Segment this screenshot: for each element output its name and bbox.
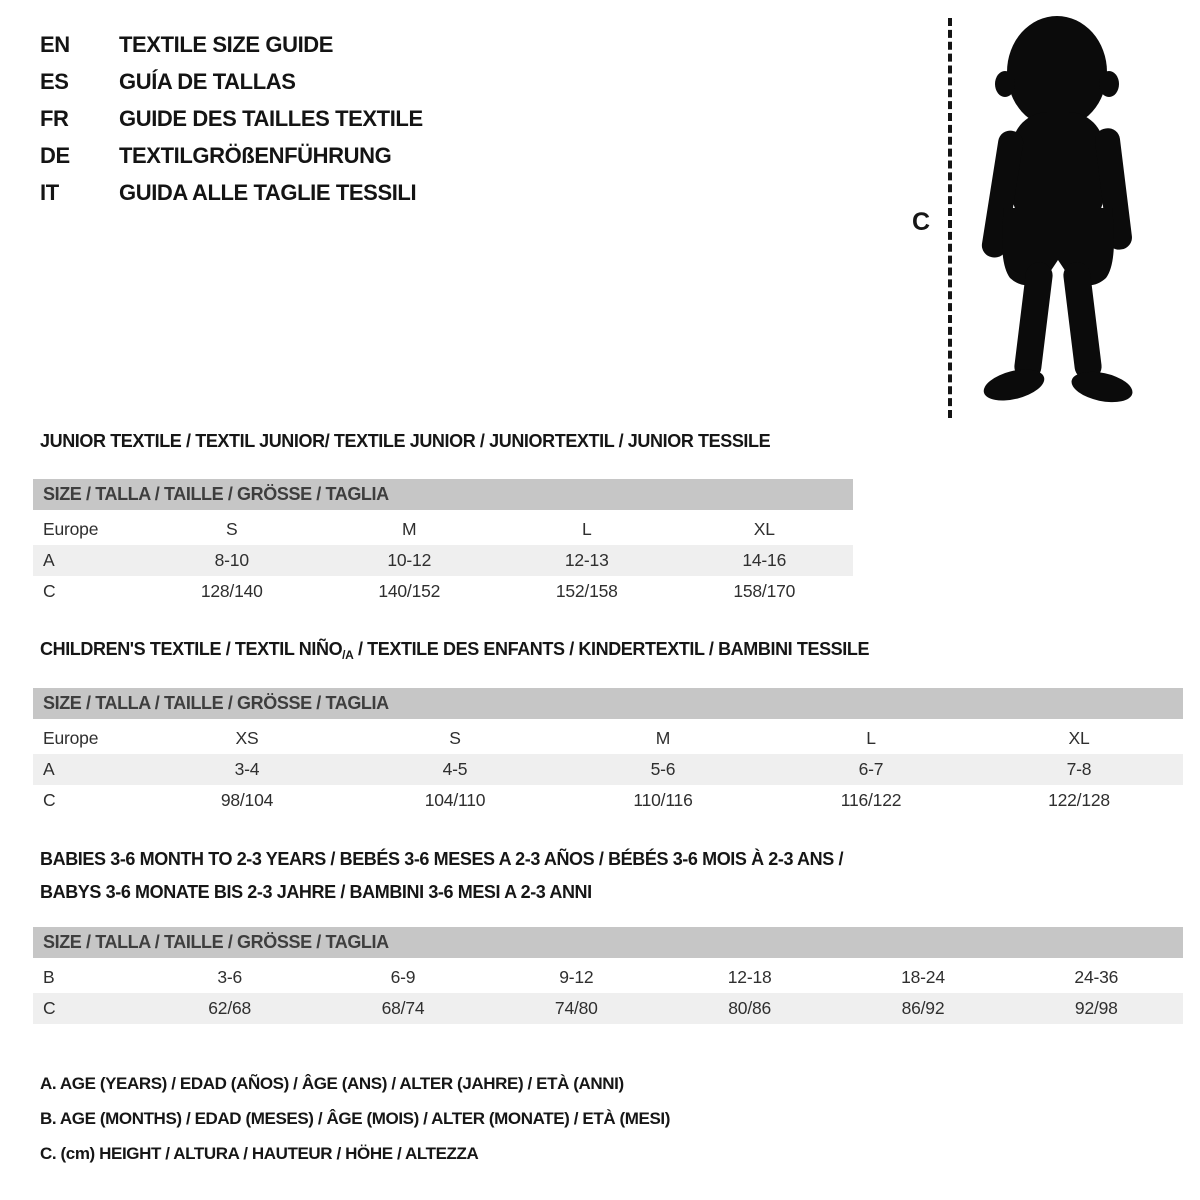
- size-cell: M: [402, 519, 417, 539]
- footnote-age-months: B. AGE (MONTHS) / EDAD (MESES) / ÂGE (MOIS) / ALTER (MONATE) / ETÀ (MESI): [40, 1109, 670, 1128]
- height-cell: 74/80: [554, 998, 598, 1018]
- table-row-age: [33, 754, 1183, 785]
- size-cell: S: [449, 728, 461, 748]
- height-cell: 152/158: [555, 581, 618, 601]
- language-title: GUIDE DES TAILLES TEXTILE: [119, 105, 423, 131]
- size-header-bar: SIZE / TALLA / TAILLE / GRÖSSE / TAGLIA: [33, 927, 1183, 958]
- age-cell: 3-4: [234, 759, 260, 779]
- height-cell: 80/86: [728, 998, 772, 1018]
- age-cell: 6-7: [858, 759, 884, 779]
- junior-size-table: [33, 479, 853, 607]
- table-row-age: [33, 545, 853, 576]
- title-text: CHILDREN'S TEXTILE / TEXTIL NIÑO: [40, 639, 343, 659]
- height-cell: 92/98: [1074, 998, 1118, 1018]
- table-row-europe: [33, 723, 1183, 754]
- size-cell: S: [226, 519, 238, 539]
- language-title: GUÍA DE TALLAS: [119, 68, 296, 94]
- section-title-junior: JUNIOR TEXTILE / TEXTIL JUNIOR/ TEXTILE JUNIOR / JUNIORTEXTIL / JUNIOR TESSILE: [40, 431, 771, 451]
- height-cell: 104/110: [424, 790, 486, 810]
- language-row-en: [40, 26, 423, 63]
- height-measure-label: C: [912, 208, 930, 236]
- language-row-de: [40, 137, 423, 174]
- age-cell: 14-16: [742, 550, 787, 570]
- size-cell: L: [866, 728, 876, 748]
- size-cell: XL: [753, 519, 775, 539]
- height-cell: 86/92: [901, 998, 945, 1018]
- language-row-fr: [40, 100, 423, 137]
- section-title-babies: [40, 843, 843, 909]
- footnote-age-years: A. AGE (YEARS) / EDAD (AÑOS) / ÂGE (ANS) / ALTER (JAHRE) / ETÀ (ANNI): [40, 1074, 624, 1093]
- size-cell: XS: [235, 728, 259, 748]
- row-label: C: [43, 581, 56, 601]
- language-row-it: [40, 174, 423, 211]
- language-title-list: [40, 26, 423, 211]
- row-label: C: [43, 998, 56, 1018]
- age-cell: 3-6: [217, 967, 243, 987]
- age-cell: 10-12: [387, 550, 432, 570]
- height-cell: 110/116: [633, 790, 693, 810]
- table-row-height: [33, 576, 853, 607]
- row-label: C: [43, 790, 56, 810]
- toddler-silhouette-icon: [964, 10, 1154, 418]
- row-label: Europe: [43, 519, 99, 539]
- footnote-height-cm: C. (cm) HEIGHT / ALTURA / HAUTEUR / HÖHE / ALTEZZA: [40, 1144, 479, 1163]
- language-title: TEXTILGRÖßENFÜHRUNG: [119, 142, 392, 168]
- language-title: TEXTILE SIZE GUIDE: [119, 31, 334, 57]
- size-cell: M: [655, 728, 671, 748]
- size-header-bar: SIZE / TALLA / TAILLE / GRÖSSE / TAGLIA: [33, 688, 1183, 719]
- row-label: A: [43, 550, 55, 570]
- height-cell: 158/170: [733, 581, 796, 601]
- height-cell: 122/128: [1048, 790, 1110, 810]
- age-cell: 24-36: [1074, 967, 1119, 987]
- title-subscript: /A: [342, 648, 354, 662]
- language-title: GUIDA ALLE TAGLIE TESSILI: [119, 179, 417, 205]
- height-cell: 68/74: [381, 998, 425, 1018]
- age-cell: 18-24: [901, 967, 945, 987]
- height-cell: 116/122: [840, 790, 902, 810]
- height-cell: 98/104: [220, 790, 274, 810]
- children-size-table: [33, 688, 1183, 816]
- babies-title-line-1: BABIES 3-6 MONTH TO 2-3 YEARS / BEBÉS 3-6 MESES A 2-3 AÑOS / BÉBÉS 3-6 MOIS À 2-3 ANS /: [40, 849, 844, 869]
- row-label: B: [43, 967, 55, 987]
- age-cell: 6-9: [390, 967, 416, 987]
- table-row-height: [33, 785, 1183, 816]
- language-code: EN: [40, 31, 70, 57]
- height-dashed-line-icon: [948, 18, 952, 418]
- age-cell: 12-13: [564, 550, 609, 570]
- babies-size-table: [33, 927, 1183, 1024]
- table-row-height: [33, 993, 1183, 1024]
- age-cell: 7-8: [1066, 759, 1092, 779]
- age-cell: 9-12: [559, 967, 594, 987]
- language-code: DE: [40, 142, 70, 168]
- age-cell: 8-10: [214, 550, 249, 570]
- footnotes: [40, 1066, 670, 1171]
- height-cell: 128/140: [200, 581, 263, 601]
- age-cell: 5-6: [650, 759, 676, 779]
- row-label: Europe: [43, 728, 99, 748]
- babies-title-line-2: BABYS 3-6 MONATE BIS 2-3 JAHRE / BAMBINI 3-6 MESI A 2-3 ANNI: [40, 882, 592, 902]
- section-title-children: [40, 639, 869, 662]
- age-cell: 12-18: [727, 967, 772, 987]
- language-code: IT: [40, 179, 59, 205]
- age-cell: 4-5: [442, 759, 468, 779]
- row-label: A: [43, 759, 55, 779]
- language-row-es: [40, 63, 423, 100]
- table-row-europe: [33, 514, 853, 545]
- size-header-bar: SIZE / TALLA / TAILLE / GRÖSSE / TAGLIA: [33, 479, 853, 510]
- language-code: FR: [40, 105, 69, 131]
- language-code: ES: [40, 68, 69, 94]
- height-cell: 62/68: [208, 998, 252, 1018]
- table-row-age-months: [33, 962, 1183, 993]
- title-text: / TEXTILE DES ENFANTS / KINDERTEXTIL / BAMBINI TESSILE: [353, 639, 870, 659]
- height-cell: 140/152: [378, 581, 441, 601]
- size-cell: L: [581, 519, 592, 539]
- height-figure: [900, 8, 1185, 426]
- size-cell: XL: [1068, 728, 1090, 748]
